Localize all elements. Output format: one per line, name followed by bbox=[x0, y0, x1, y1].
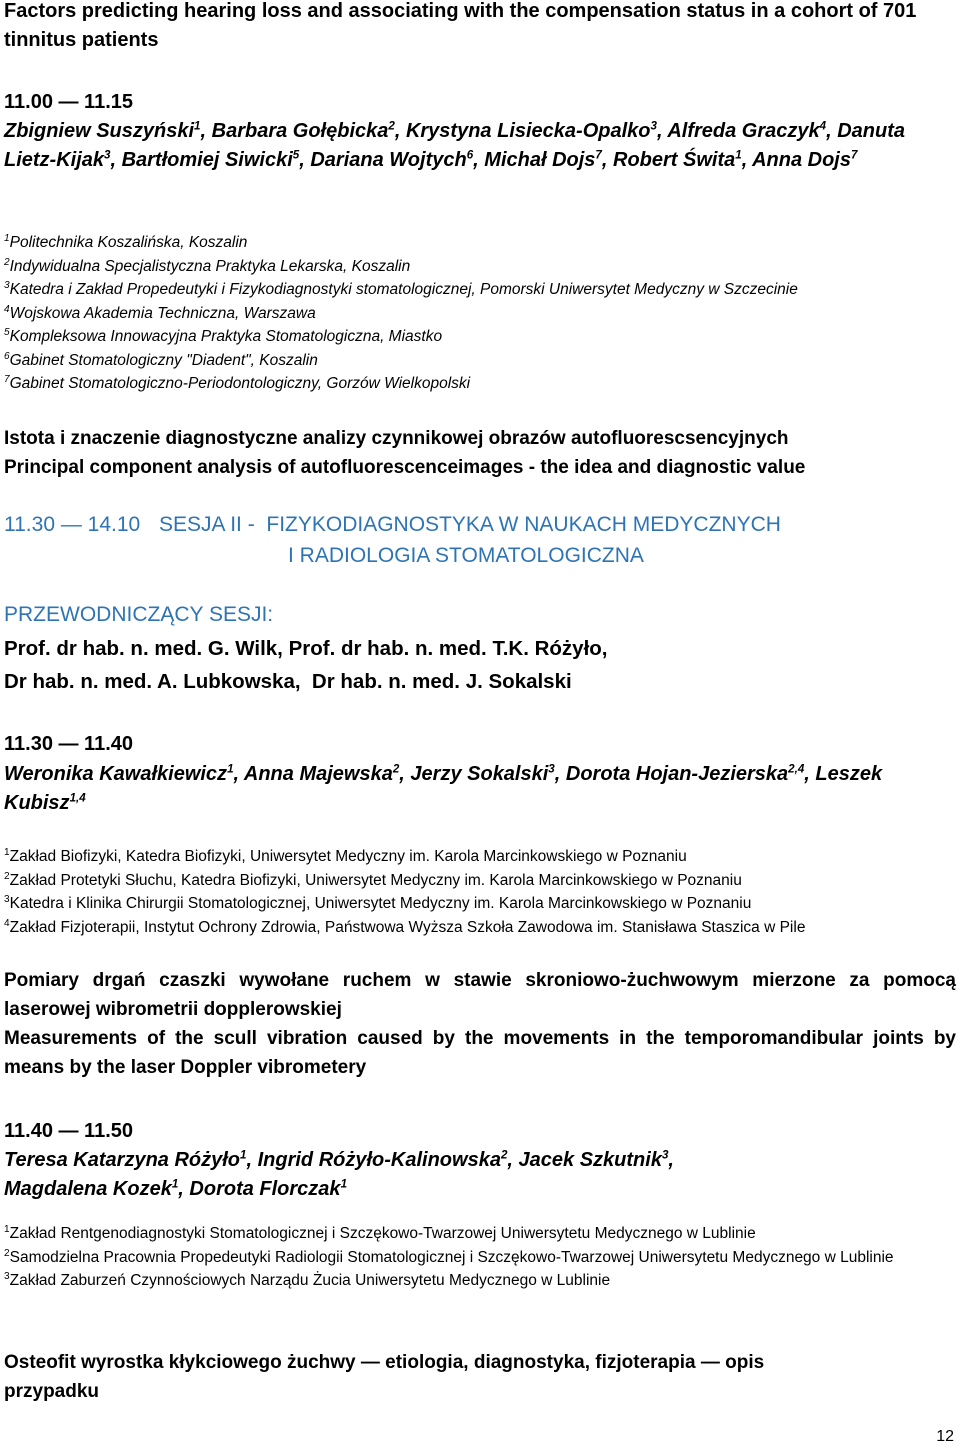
affiliation-text: Zakład Protetyki Słuchu, Katedra Biofizyki, Uniwersytet Medyczny im. Karola Marcinkowskiego w Poznaniu bbox=[9, 871, 742, 889]
affiliation-number: 2 bbox=[4, 870, 10, 882]
affiliation-text: Zakład Fizjoterapii, Instytut Ochrony Zdrowia, Państwowa Wyższa Szkoła Zawodowa im. Stanisława Staszica w Pile bbox=[9, 918, 806, 936]
affiliation-number: 1 bbox=[4, 1223, 10, 1235]
affiliation-text: Kompleksowa Innowacyjna Praktyka Stomatologiczna, Miastko bbox=[9, 328, 443, 345]
affiliation-marker: 1 bbox=[171, 1177, 179, 1191]
affiliation-list bbox=[4, 231, 954, 396]
talk-time: 11.30 — 11.40 bbox=[4, 733, 134, 755]
affiliation-number: 2 bbox=[4, 1247, 10, 1259]
affiliation-text: Zakład Rentgenodiagnostyki Stomatologicznej i Szczękowo-Twarzowej Uniwersytetu Medycznego w Lublinie bbox=[9, 1225, 756, 1242]
affiliation-marker: 5 bbox=[292, 148, 300, 162]
author-name: Bartłomiej Siwicki bbox=[121, 149, 293, 171]
session-chairs-line1: Prof. dr hab. n. med. G. Wilk, Prof. dr hab. n. med. T.K. Różyło, bbox=[4, 637, 608, 660]
session-chairs-label: PRZEWODNICZĄCY SESJI: bbox=[4, 603, 274, 626]
affiliation-item bbox=[4, 231, 954, 255]
affiliation-number: 3 bbox=[4, 893, 10, 905]
author-name: Ingrid Różyło-Kalinowska bbox=[257, 1149, 501, 1171]
affiliation-number: 3 bbox=[4, 279, 10, 291]
affiliation-text: Indywidualna Specjalistyczna Praktyka Lekarska, Koszalin bbox=[9, 257, 411, 275]
affiliation-item bbox=[4, 1246, 954, 1270]
affiliation-marker: 1,4 bbox=[69, 791, 86, 805]
affiliation-marker: 2 bbox=[388, 119, 395, 133]
affiliation-number: 5 bbox=[4, 326, 10, 338]
affiliation-marker: 1 bbox=[227, 762, 234, 776]
talk-time: 11.00 — 11.15 bbox=[4, 91, 134, 113]
affiliation-item bbox=[4, 302, 954, 326]
affiliation-text: Gabinet Stomatologiczny "Diadent", Koszalin bbox=[9, 351, 318, 369]
author-name: Weronika Kawałkiewicz bbox=[4, 763, 228, 785]
author-name: Jerzy Sokalski bbox=[410, 763, 549, 785]
author-name: Zbigniew Suszyński bbox=[4, 120, 195, 142]
affiliation-marker: 2 bbox=[500, 1148, 508, 1162]
affiliation-text: Wojskowa Akademia Techniczna, Warszawa bbox=[9, 304, 316, 322]
affiliation-text: Zakład Biofizyki, Katedra Biofizyki, Uniwersytet Medyczny im. Karola Marcinkowskiego w Poznaniu bbox=[9, 848, 687, 865]
author-name: Teresa Katarzyna Różyło bbox=[4, 1149, 241, 1171]
affiliation-text: Katedra i Zakład Propedeutyki i Fizykodiagnostyki stomatologicznej, Pomorski Uniwersytet Medyczny w Szczecinie bbox=[9, 281, 798, 298]
affiliation-text: Samodzielna Pracownia Propedeutyki Radiologii Stomatologicznej i Szczękowo-Twarzowej Uniwersytetu Medycznego w Lublinie bbox=[9, 1248, 894, 1266]
affiliation-marker: 3 bbox=[661, 1148, 669, 1162]
affiliation-marker: 1 bbox=[194, 119, 201, 133]
affiliation-item bbox=[4, 892, 954, 916]
affiliation-marker: 6 bbox=[466, 148, 474, 162]
abstract-title-polish: Osteofit wyrostka kłykciowego żuchwy — etiologia, diagnostyka, fizjoterapia — opis przypadku bbox=[4, 1352, 765, 1402]
affiliation-marker: 2,4 bbox=[788, 762, 805, 776]
affiliation-list bbox=[4, 1222, 954, 1293]
affiliation-marker: 7 bbox=[850, 148, 858, 162]
author-name: Anna Majewska bbox=[243, 763, 393, 785]
author-name: Magdalena Kozek bbox=[4, 1178, 172, 1200]
affiliation-text: Katedra i Klinika Chirurgii Stomatologicznej, Uniwersytet Medyczny im. Karola Marcinkowskiego w Poznaniu bbox=[9, 895, 752, 912]
session-chairs-line2: Dr hab. n. med. A. Lubkowska, Dr hab. n. med. J. Sokalski bbox=[4, 670, 572, 693]
affiliation-marker: 3 bbox=[104, 148, 111, 162]
affiliation-item bbox=[4, 278, 954, 302]
affiliation-item bbox=[4, 845, 954, 869]
affiliation-text: Zakład Zaburzeń Czynnościowych Narządu Żucia Uniwersytetu Medycznego w Lublinie bbox=[9, 1272, 611, 1289]
affiliation-number: 6 bbox=[4, 350, 10, 362]
author-name: Danuta Lietz-Kijak bbox=[4, 120, 906, 171]
affiliation-text: Gabinet Stomatologiczno-Periodontologiczny, Gorzów Wielkopolski bbox=[9, 375, 471, 392]
author-name: Dorota Florczak bbox=[189, 1178, 341, 1200]
affiliation-text: Politechnika Koszalińska, Koszalin bbox=[9, 234, 248, 251]
affiliation-item bbox=[4, 349, 954, 373]
author-name: Jacek Szkutnik bbox=[518, 1149, 662, 1171]
affiliation-item bbox=[4, 325, 954, 349]
affiliation-marker: 4 bbox=[819, 119, 827, 133]
affiliation-number: 4 bbox=[4, 303, 10, 315]
affiliation-number: 2 bbox=[4, 256, 10, 268]
author-list: Zbigniew Suszyński$^1$, Barbara Gołębicka$^2$, Krystyna Lisiecka-Opalko$^3$, Alfreda Graczyk$^4$, Danuta Lietz-Kijak$^3$, Bartłomiej Siwicki$^5$, Dariana Wojtych$^6$, Michał Dojs$^7$, Robert Świta$^1$, Anna Dojs$^7$ bbox=[4, 119, 906, 171]
author-name: Michał Dojs bbox=[484, 149, 596, 171]
affiliation-item bbox=[4, 1269, 954, 1293]
affiliation-number: 1 bbox=[4, 232, 10, 244]
author-name: Dariana Wojtych bbox=[310, 149, 467, 171]
affiliation-marker: 3 bbox=[548, 762, 555, 776]
affiliation-item bbox=[4, 372, 954, 396]
author-list: Teresa Katarzyna Różyło$^1$, Ingrid Różyło-Kalinowska$^2$, Jacek Szkutnik$^3$, Magdalena Kozek$^1$, Dorota Florczak$^1$ bbox=[4, 1148, 674, 1200]
previous-abstract-title: Factors predicting hearing loss and associating with the compensation status in a cohort of 701 tinnitus patients bbox=[4, 0, 917, 51]
affiliation-marker: 3 bbox=[650, 119, 657, 133]
affiliation-item bbox=[4, 255, 954, 279]
abstract-title-english: Measurements of the scull vibration caused by the movements in the temporomandibular joints by means by the laser Doppler vibrometery bbox=[4, 1028, 956, 1078]
affiliation-number: 3 bbox=[4, 1270, 10, 1282]
author-name: Leszek Kubisz bbox=[4, 763, 883, 814]
session-heading-line1: SESJA II - FIZYKODIAGNOSTYKA W NAUKACH MEDYCZNYCH bbox=[159, 513, 781, 536]
affiliation-number: 1 bbox=[4, 846, 10, 858]
affiliation-marker: 1 bbox=[240, 1148, 247, 1162]
author-name: Krystyna Lisiecka-Opalko bbox=[405, 120, 651, 142]
author-name: Dorota Hojan-Jezierska bbox=[565, 763, 789, 785]
author-name: Anna Dojs bbox=[752, 149, 851, 171]
page-number: 12 bbox=[936, 1428, 954, 1445]
abstract-title-english: Principal component analysis of autofluorescenceimages - the idea and diagnostic value bbox=[4, 457, 806, 478]
affiliation-item bbox=[4, 916, 954, 940]
session-heading-line2: I RADIOLOGIA STOMATOLOGICZNA bbox=[288, 544, 644, 567]
affiliation-marker: 1 bbox=[735, 148, 742, 162]
author-name: Robert Świta bbox=[613, 149, 736, 171]
affiliation-marker: 2 bbox=[392, 762, 400, 776]
affiliation-item bbox=[4, 1222, 954, 1246]
author-name: Barbara Gołębicka bbox=[211, 120, 389, 142]
author-list: Weronika Kawałkiewicz$^1$, Anna Majewska$^2$, Jerzy Sokalski$^3$, Dorota Hojan-Jezierska$^{2,4}$, Leszek Kubisz$^{1,4}$ bbox=[4, 762, 883, 814]
affiliation-list bbox=[4, 845, 954, 939]
abstract-title-polish: Istota i znaczenie diagnostyczne analizy czynnikowej obrazów autofluorescsencyjnych bbox=[4, 428, 789, 449]
affiliation-number: 7 bbox=[4, 373, 10, 385]
affiliation-marker: 1 bbox=[340, 1177, 348, 1191]
session-time: 11.30 — 14.10 bbox=[4, 513, 141, 536]
author-name: Alfreda Graczyk bbox=[667, 120, 820, 142]
abstract-title-polish: Pomiary drgań czaszki wywołane ruchem w stawie skroniowo-żuchwowym mierzone za pomocą laserowej wibrometrii dopplerowskiej bbox=[4, 970, 956, 1020]
affiliation-number: 4 bbox=[4, 917, 10, 929]
talk-time: 11.40 — 11.50 bbox=[4, 1120, 134, 1142]
affiliation-item bbox=[4, 869, 954, 893]
affiliation-marker: 7 bbox=[595, 148, 602, 162]
